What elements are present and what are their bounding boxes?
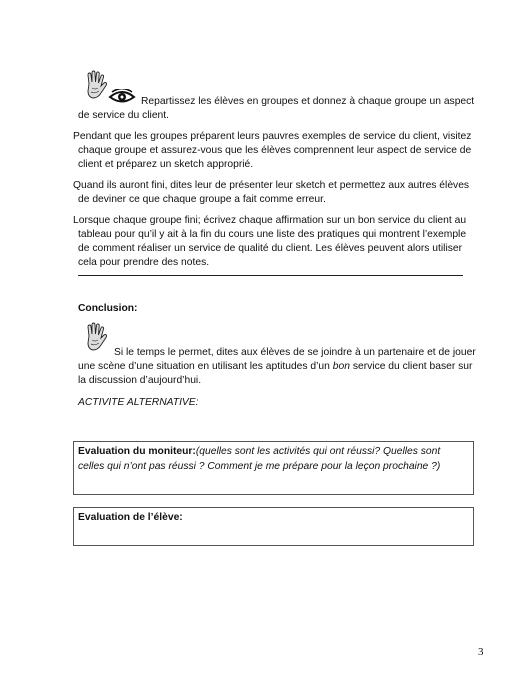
emphasis-good: bon	[332, 361, 350, 372]
text-line: de deviner ce que chaque groupe a fait comme erreur.	[78, 194, 326, 205]
student-evaluation-box	[73, 507, 474, 546]
paragraph-group-instructions-line1: Repartissez les élèves en groupes et donnez à chaque groupe un aspect	[141, 96, 475, 107]
conclusion-line2-end: service du client baser sur	[352, 361, 473, 372]
monitor-evaluation-question: (quelles sont les activités qui ont réussi? Quelles sont	[195, 446, 441, 457]
page-number: 3	[478, 646, 484, 658]
conclusion-line2	[78, 360, 472, 375]
monitor-evaluation-label: Evaluation du moniteur:	[78, 446, 196, 457]
conclusion-line2-start: une scène d’une situation en utilisant les aptitudes d’un	[78, 361, 330, 372]
text-line: cela pour prendre des notes.	[78, 257, 210, 268]
eye-icon	[108, 89, 136, 105]
text-line: Quand ils auront fini, dites leur de présenter leur sketch et permettez aux autres élèves	[73, 180, 470, 191]
paragraph-group-instructions-line2: de service du client.	[78, 110, 170, 121]
conclusion-line3: la discussion d’aujourd’hui.	[78, 375, 202, 386]
monitor-evaluation-box	[73, 441, 474, 495]
conclusion-heading: Conclusion:	[78, 303, 138, 314]
hand-icon	[84, 322, 108, 352]
hand-icon	[84, 70, 108, 100]
monitor-evaluation-question-cont: celles qui n’ont pas réussi ? Comment je me prépare pour la leçon prochaine ?)	[78, 460, 441, 472]
text-line: chaque groupe et assurez-vous que les élèves comprennent leur aspect de service de	[78, 145, 472, 156]
horizontal-divider	[78, 275, 463, 276]
text-line: Lorsque chaque groupe fini; écrivez chaque affirmation sur un bon service du client au	[73, 215, 467, 226]
text-line: Pendant que les groupes préparent leurs pauvres exemples de service du client, visitez	[73, 131, 472, 142]
conclusion-line1: Si le temps le permet, dites aux élèves de se joindre à un partenaire et de jouer	[114, 347, 476, 358]
text-line: client et préparez un sketch approprié.	[78, 159, 254, 170]
text-line: tableau pour qu’il y ait à la fin du cours une liste des pratiques qui montrent l’exemple	[78, 229, 467, 240]
student-evaluation-label: Evaluation de l’élève:	[78, 512, 183, 523]
alternative-activity-heading: ACTIVITE ALTERNATIVE:	[78, 397, 199, 408]
text-line: de comment réaliser un service de qualité du client. Les élèves peuvent alors utiliser	[78, 243, 463, 254]
